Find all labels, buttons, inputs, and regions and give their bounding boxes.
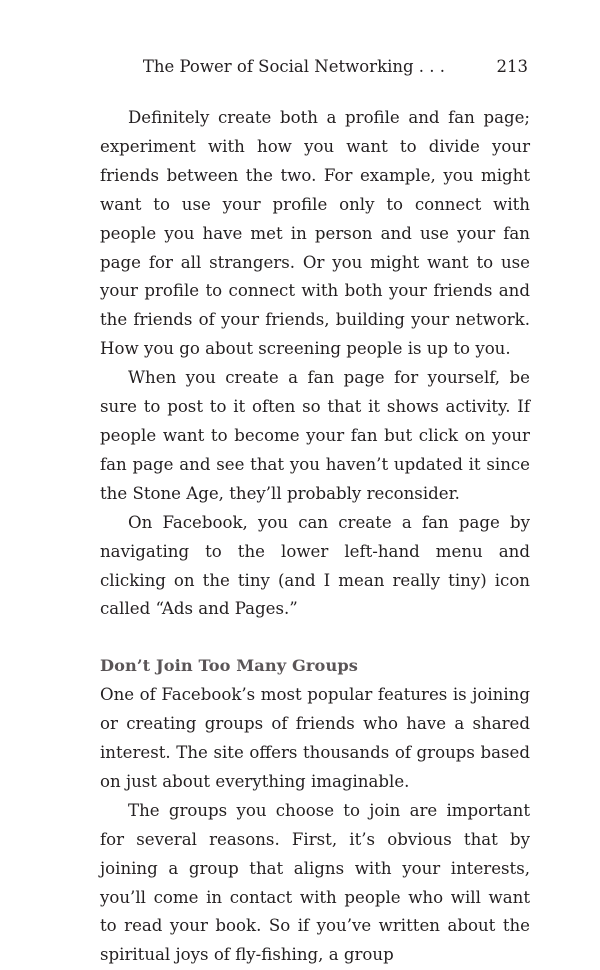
section-heading: Don’t Join Too Many Groups	[100, 656, 358, 676]
page-number: 213	[496, 57, 528, 76]
paragraph-1: Definitely create both a profile and fan page; experiment with how you want to divide your friends between the two. For example, you might want to use your profile only to connect with people you have met in person and use your fan page for all strangers. Or you might want to use your profile to connect with both your friends and the friends of your friends, building your network. How you go about screening people is up to you.	[100, 108, 530, 359]
running-title: The Power of Social Networking . . .	[142, 57, 445, 76]
running-header	[100, 57, 530, 79]
body-text	[100, 104, 530, 970]
section-paragraph-2: The groups you choose to join are important for several reasons. First, it’s obvious that by joining a group that aligns with your interests, you’ll come in contact with people who will want to read your book. So if you’ve written about the spiritual joys of fly-fishing, a group	[100, 800, 530, 965]
paragraph-3: On Facebook, you can create a fan page by navigating to the lower left-hand menu and clicking on the tiny (and I mean really tiny) icon called “Ads and Pages.”	[100, 512, 530, 619]
section-paragraph-1: One of Facebook’s most popular features is joining or creating groups of friends who have a shared interest. The site offers thousands of groups based on just about everything imaginable.	[100, 685, 530, 791]
paragraph-2: When you create a fan page for yourself, be sure to post to it often so that it shows activity. If people want to become your fan but click on your fan page and see that you haven’t updated it since the Stone Age, they’ll probably reconsider.	[100, 368, 530, 503]
